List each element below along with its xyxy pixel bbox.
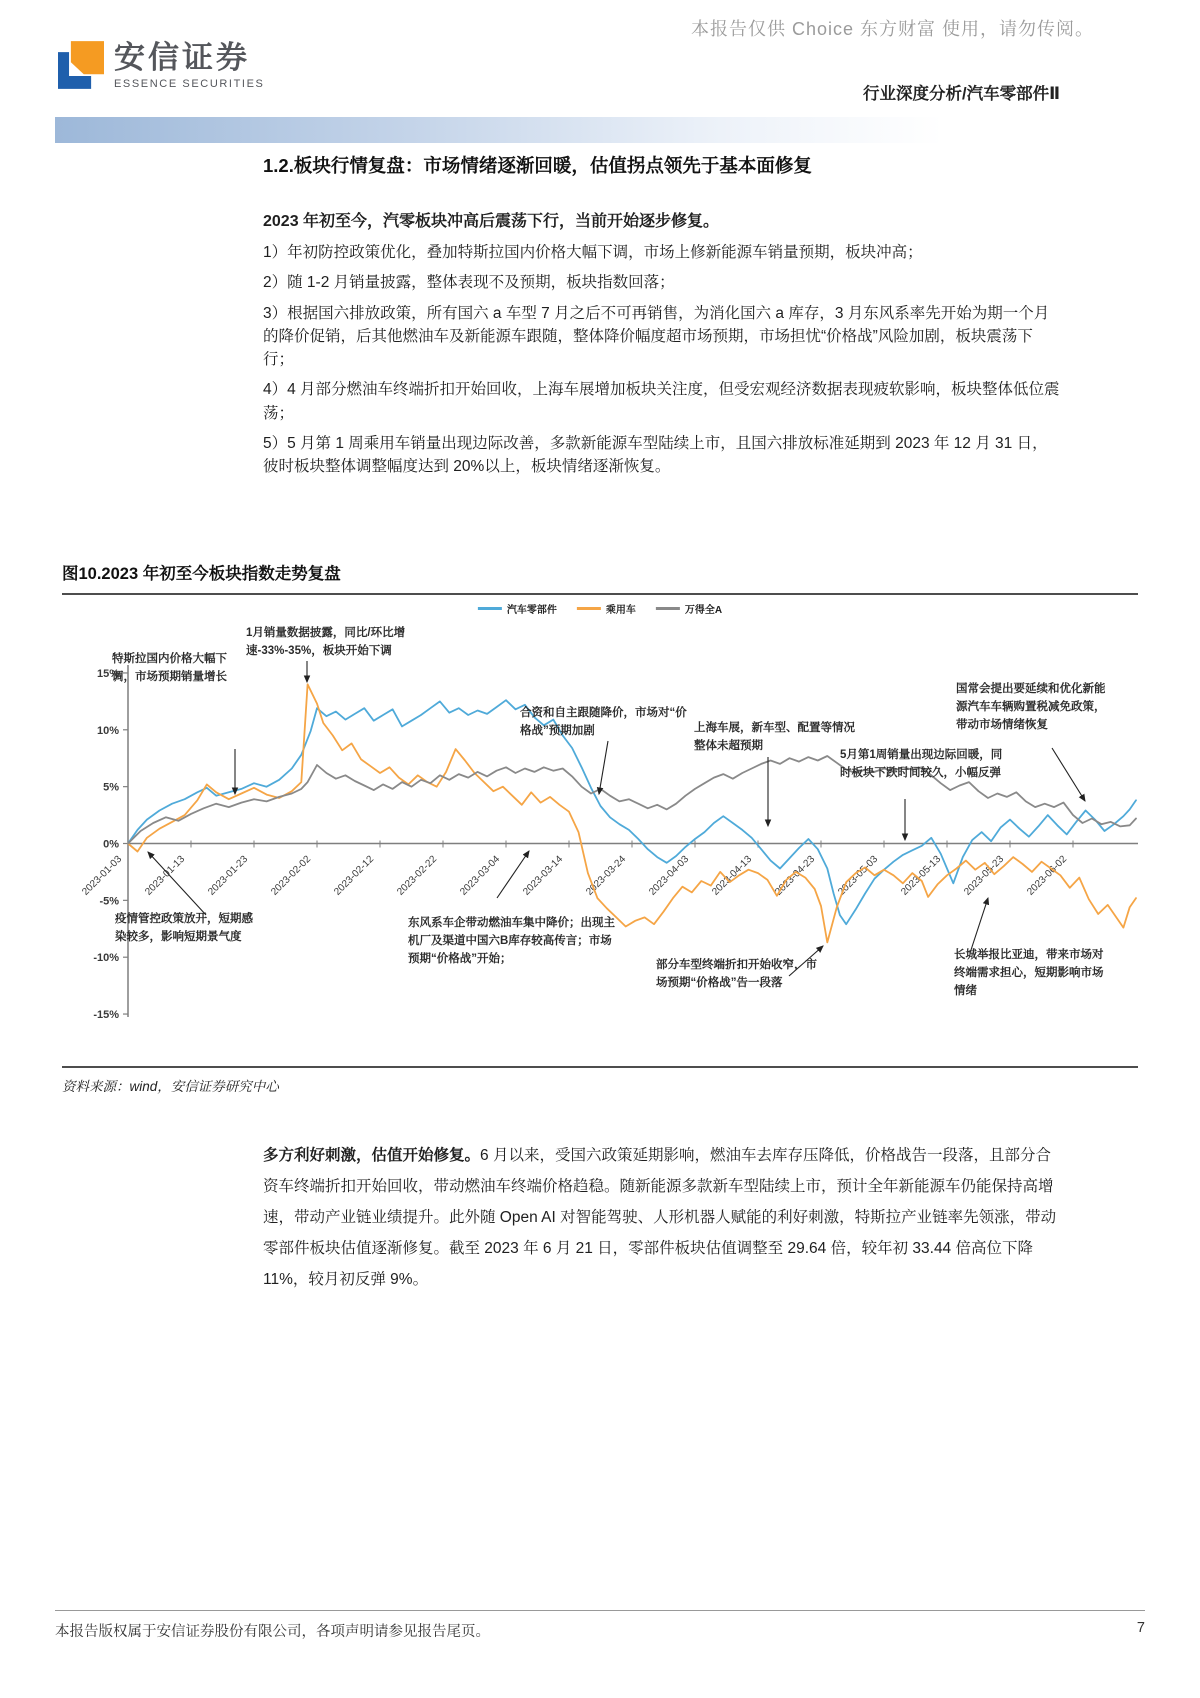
svg-text:10%: 10% bbox=[96, 724, 119, 737]
chart-annotation: 疫情管控政策放开，短期感染较多，影响短期景气度 bbox=[115, 913, 253, 943]
legend-swatch bbox=[656, 607, 680, 610]
line-chart bbox=[60, 565, 1140, 1035]
chart-annotation: 国常会提出要延续和优化新能源汽车车辆购置税减免政策，带动市场情绪恢复 bbox=[956, 683, 1106, 731]
footer-disclaimer: 本报告版权属于安信证券股份有限公司，各项声明请参见报告尾页。 bbox=[55, 1624, 490, 1640]
svg-text:2023-04-23: 2023-04-23 bbox=[773, 853, 818, 898]
chart-annotation: 部分车型终端折扣开始收窄，市场预期“价格战”告一段落 bbox=[656, 959, 817, 989]
body-paragraph bbox=[263, 1140, 1063, 1295]
brand-name-cn: 安信证券 bbox=[114, 40, 250, 75]
legend-label: 万得全A bbox=[684, 605, 723, 616]
brand-logo bbox=[58, 40, 264, 95]
legend-item bbox=[656, 601, 722, 616]
legend-label: 汽车零部件 bbox=[506, 605, 557, 616]
svg-text:-10%: -10% bbox=[93, 952, 119, 965]
chart-annotation: 特斯拉国内价格大幅下调，市场预期销量增长 bbox=[112, 653, 227, 683]
svg-text:2023-01-13: 2023-01-13 bbox=[143, 853, 188, 898]
list-item: 2）随 1-2 月销量披露，整体表现不及预期，板块指数回落； bbox=[263, 274, 675, 292]
legend-item bbox=[577, 601, 636, 616]
svg-text:-15%: -15% bbox=[93, 1009, 119, 1022]
chart-annotation: 长城举报比亚迪，带来市场对终端需求担心，短期影响市场情绪 bbox=[954, 949, 1104, 997]
report-type-label: 行业深度分析/汽车零部件Ⅱ bbox=[863, 85, 1060, 103]
list-item: 4）4 月部分燃油车终端折扣开始回收，上海车展增加板块关注度，但受宏观经济数据表现疲软影响，板块整体低位震荡； bbox=[263, 381, 1060, 422]
svg-text:-5%: -5% bbox=[99, 895, 119, 908]
svg-text:0%: 0% bbox=[103, 838, 119, 851]
chart-legend bbox=[478, 601, 722, 616]
page-footer bbox=[55, 1610, 1145, 1641]
chart-annotation: 东风系车企带动燃油车集中降价；出现主机厂及渠道中国六B库存较高传言；市场预期“价格战”开始； bbox=[408, 917, 615, 965]
chart-annotation: 合资和自主跟随降价，市场对“价格战”预期加剧 bbox=[520, 707, 687, 737]
svg-text:2023-05-13: 2023-05-13 bbox=[899, 853, 944, 898]
legend-label: 乘用车 bbox=[605, 605, 636, 616]
chart-annotation: 1月销量数据披露，同比/环比增速-33%-35%，板块开始下调 bbox=[246, 627, 406, 657]
watermark: 本报告仅供 Choice 东方财富 使用，请勿传阅。 bbox=[690, 19, 1094, 39]
svg-text:2023-03-24: 2023-03-24 bbox=[584, 853, 629, 898]
svg-text:2023-01-03: 2023-01-03 bbox=[80, 853, 125, 898]
figure-caption: 图10.2023 年初至今板块指数走势复盘 bbox=[62, 560, 1138, 595]
svg-text:2023-01-23: 2023-01-23 bbox=[206, 853, 251, 898]
chart-annotation: 上海车展，新车型、配置等情况整体未超预期 bbox=[694, 722, 855, 752]
legend-swatch bbox=[478, 607, 502, 610]
brand-logo-icon bbox=[58, 40, 104, 95]
list-item: 1）年初防控政策优化，叠加特斯拉国内价格大幅下调，市场上修新能源车销量预期，板块冲高； bbox=[263, 244, 923, 261]
svg-text:2023-02-02: 2023-02-02 bbox=[269, 853, 314, 898]
legend-item bbox=[478, 601, 557, 616]
list-item: 5）5 月第 1 周乘用车销量出现边际改善，多款新能源车型陆续上市，且国六排放标准延期到 2023 年 12 月 31 日，彼时板块整体调整幅度达到 20%以上，板块情绪逐渐恢复。 bbox=[263, 434, 1048, 475]
svg-text:2023-06-02: 2023-06-02 bbox=[1025, 853, 1070, 898]
svg-text:2023-04-03: 2023-04-03 bbox=[647, 853, 692, 898]
section-lead: 2023 年初至今，汽零板块冲高后震荡下行，当前开始逐步修复。 bbox=[263, 213, 720, 230]
svg-text:2023-03-04: 2023-03-04 bbox=[458, 853, 503, 898]
paragraph-text: 6 月以来，受国六政策延期影响，燃油车去库存压降低，价格战告一段落，且部分合资车终端折扣开始回收，带动燃油车终端价格趋稳。随新能源多款新车型陆续上市，预计全年新能源车仍能保持高增速，带动产业链业绩提升。此外随 Open AI 对智能驾驶、人形机器人赋能的利好刺激，特斯拉产业链率先领涨，带动零部件板块估值逐渐修复。截至 2023 年 6 月 21 日，零部件板块估值调整至 29.64 倍，较年初 33.44 倍高位下降 11%，较月初反弹 9%。 bbox=[263, 1147, 1057, 1288]
legend-swatch bbox=[577, 607, 601, 610]
chart-annotation: 5月第1周销量出现边际回暖，同时板块下跌时间较久，小幅反弹 bbox=[840, 749, 1003, 779]
paragraph-bold-lead: 多方利好刺激，估值开始修复。 bbox=[263, 1147, 481, 1164]
svg-text:2023-03-14: 2023-03-14 bbox=[521, 853, 566, 898]
section-body bbox=[263, 152, 1063, 485]
svg-text:2023-02-22: 2023-02-22 bbox=[395, 853, 440, 898]
svg-text:5%: 5% bbox=[103, 781, 119, 794]
section-title: 1.2.板块行情复盘：市场情绪逐渐回暖，估值拐点领先于基本面修复 bbox=[263, 155, 812, 176]
page-number: 7 bbox=[1136, 1620, 1145, 1636]
brand-name-en: ESSENCE SECURITIES bbox=[114, 77, 265, 90]
svg-text:2023-05-23: 2023-05-23 bbox=[962, 853, 1007, 898]
list-item: 3）根据国六排放政策，所有国六 a 车型 7 月之后不可再销售，为消化国六 a 库存，3 月东风系率先开始为期一个月的降价促销，后其他燃油车及新能源车跟随，整体降价幅度超市场预期，市场担忧“价格战”风险加剧，板块震荡下行； bbox=[263, 304, 1050, 368]
header-divider-bar bbox=[55, 117, 943, 143]
svg-text:2023-05-03: 2023-05-03 bbox=[836, 853, 881, 898]
svg-text:15%: 15% bbox=[96, 667, 119, 680]
svg-text:2023-04-13: 2023-04-13 bbox=[710, 853, 755, 898]
figure-source: 资料来源：wind，安信证券研究中心 bbox=[62, 1066, 1138, 1095]
svg-text:2023-02-12: 2023-02-12 bbox=[332, 853, 377, 898]
